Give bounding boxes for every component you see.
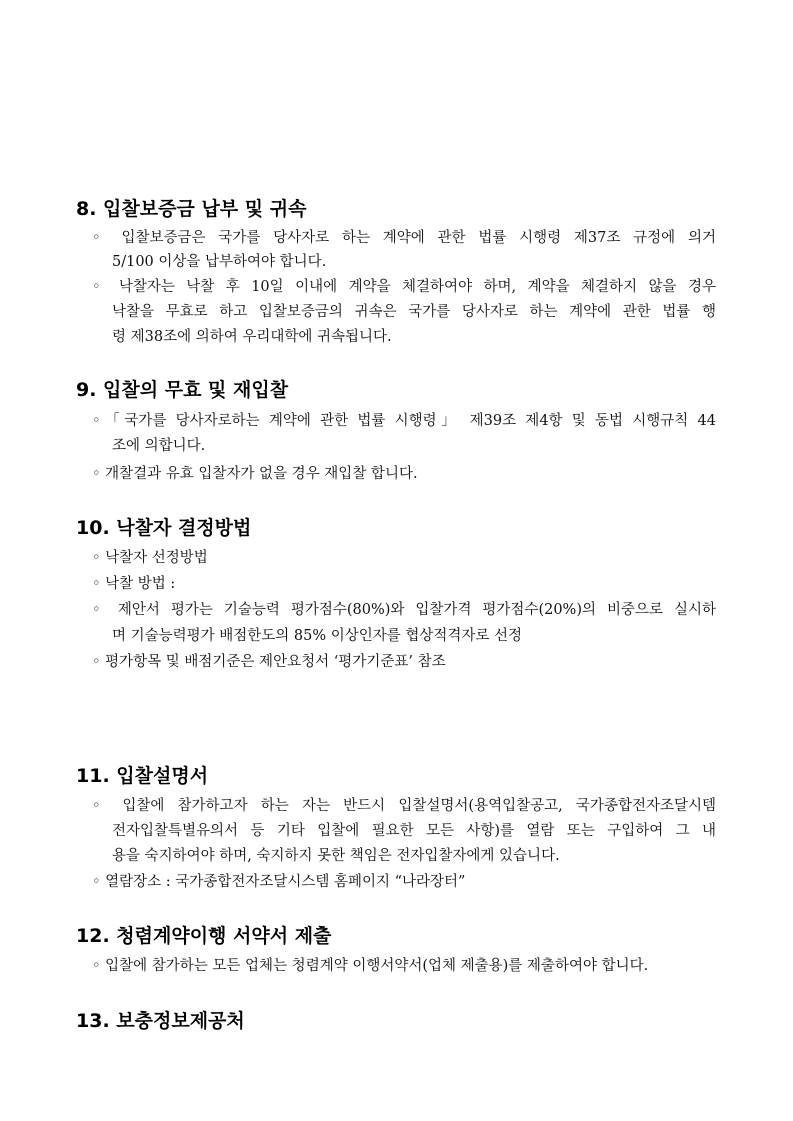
section-8-line-4: 낙찰을 무효로 하고 입찰보증금의 귀속은 국가를 당사자로 하는 계약에 관한 법률 행 — [112, 304, 716, 320]
section-10-line-4: 며 기술능력평가 배점한도의 85% 이상인자를 협상적격자로 선정 — [112, 628, 523, 644]
section-8-line-3: ◦ 낙찰자는 낙찰 후 10일 이내에 계약을 체결하여야 하며, 계약을 체결하지 않을 경우 — [92, 279, 716, 295]
section-9-line-1: ◦「국가를 당사자로하는 계약에 관한 법률 시행령」 제39조 제4항 및 동법 시행규칙 44 — [92, 413, 716, 429]
section-10-heading: 10. 낙찰자 결정방법 — [76, 517, 252, 539]
section-10-line-1: ◦ 낙찰자 선정방법 — [92, 550, 208, 566]
section-11-line-4: ◦ 열람장소 : 국가종합전자조달시스템 홈페이지 “나라장터” — [92, 874, 466, 890]
section-11-line-1: ◦ 입찰에 참가하고자 하는 자는 반드시 입찰설명서(용역입찰공고, 국가종합전자조달시템 — [92, 798, 716, 814]
section-10-line-2: ◦ 낙찰 방법 : — [92, 576, 176, 592]
section-8-line-1: ◦ 입찰보증금은 국가를 당사자로 하는 계약에 관한 법률 시행령 제37조 규정에 의거 — [92, 230, 716, 246]
section-11-line-3: 용을 숙지하여야 하며, 숙지하지 못한 책임은 전자입찰자에게 있습니다. — [112, 848, 560, 864]
section-8-heading: 8. 입찰보증금 납부 및 귀속 — [76, 198, 307, 220]
section-9-line-3: ◦ 개찰결과 유효 입찰자가 없을 경우 재입찰 합니다. — [92, 466, 418, 482]
section-10-line-3: ◦ 제안서 평가는 기술능력 평가점수(80%)와 입찰가격 평가점수(20%)의 비중으로 실시하 — [92, 602, 716, 618]
section-9-heading: 9. 입찰의 무효 및 재입찰 — [76, 379, 289, 401]
section-11-line-2: 전자입찰특별유의서 등 기타 입찰에 필요한 모든 사항)를 열람 또는 구입하여 그 내 — [112, 823, 716, 839]
section-12-line-1: ◦ 입찰에 참가하는 모든 업체는 청렴계약 이행서약서(업체 제출용)를 제출하여야 합니다. — [92, 958, 649, 974]
section-10-line-5: ◦ 평가항목 및 배점기준은 제안요청서 ‘평가기준표’ 참조 — [92, 654, 446, 670]
section-8-line-2: 5/100 이상을 납부하여야 합니다. — [112, 254, 327, 270]
section-12-heading: 12. 청렴계약이행 서약서 제출 — [76, 925, 332, 947]
section-9-line-2: 조에 의합니다. — [112, 438, 206, 454]
section-8-line-5: 령 제38조에 의하여 우리대학에 귀속됩니다. — [112, 329, 392, 345]
section-11-heading: 11. 입찰설명서 — [76, 765, 209, 787]
section-13-heading: 13. 보충정보제공처 — [76, 1010, 245, 1032]
